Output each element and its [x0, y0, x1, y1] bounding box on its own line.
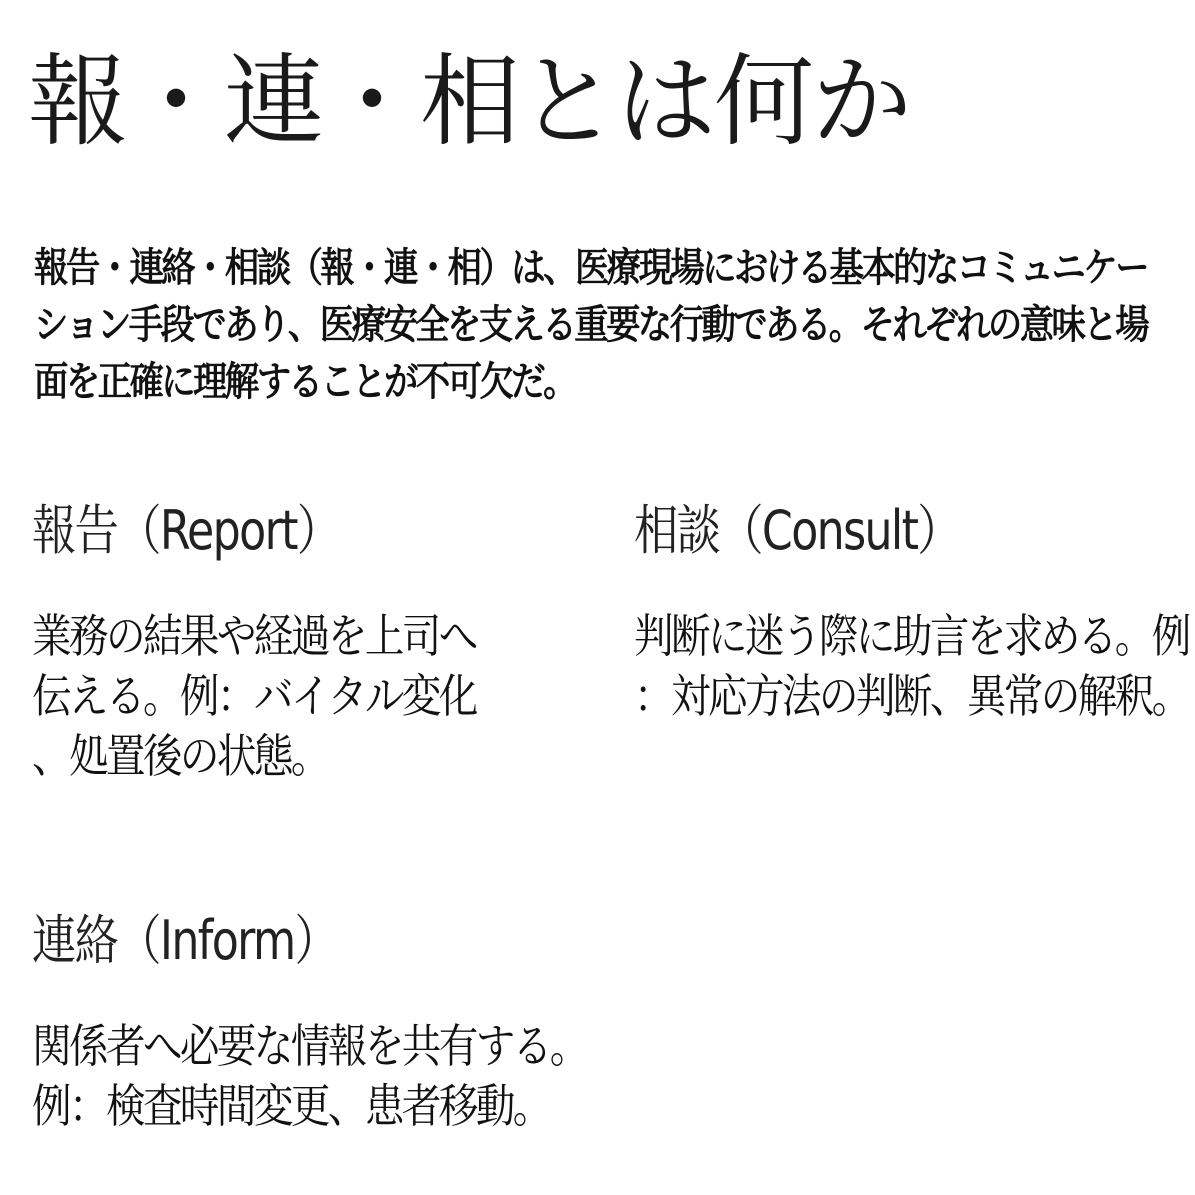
section-consult-body: [634, 606, 1194, 726]
section-inform-heading: 連絡（Inform）: [32, 909, 338, 972]
section-inform-body: [32, 1016, 632, 1136]
section-report-body: [32, 606, 592, 786]
intro-line: 面を正確に理解することが不可欠だ。: [34, 359, 575, 405]
section-consult-heading: 相談（Consult）: [634, 499, 960, 562]
section-report-line: 業務の結果や経過を上司へ: [32, 609, 476, 663]
section-consult-line: ：対応方法の判断、異常の解釈。: [634, 669, 1189, 723]
section-report: [32, 496, 592, 786]
section-consult: [634, 496, 1194, 726]
page-title: 報・連・相とは何か: [28, 43, 910, 160]
intro-line: 報告・連絡・相談（報・連・相）は、医療現場における基本的なコミュニケー: [34, 245, 1148, 291]
section-report-line: 伝える。例：バイタル変化: [32, 669, 476, 723]
section-report-heading: 報告（Report）: [32, 499, 340, 562]
section-consult-line: 判断に迷う際に助言を求める。例: [634, 609, 1189, 663]
section-report-line: 、処置後の状態。: [32, 729, 328, 783]
section-inform-line: 例：検査時間変更、患者移動。: [32, 1079, 550, 1133]
section-inform-line: 関係者へ必要な情報を共有する。: [32, 1019, 587, 1073]
intro-paragraph: [34, 240, 1154, 411]
intro-line: ション手段であり、医療安全を支える重要な行動である。それぞれの意味と場: [34, 302, 1148, 348]
section-inform: [32, 906, 632, 1136]
